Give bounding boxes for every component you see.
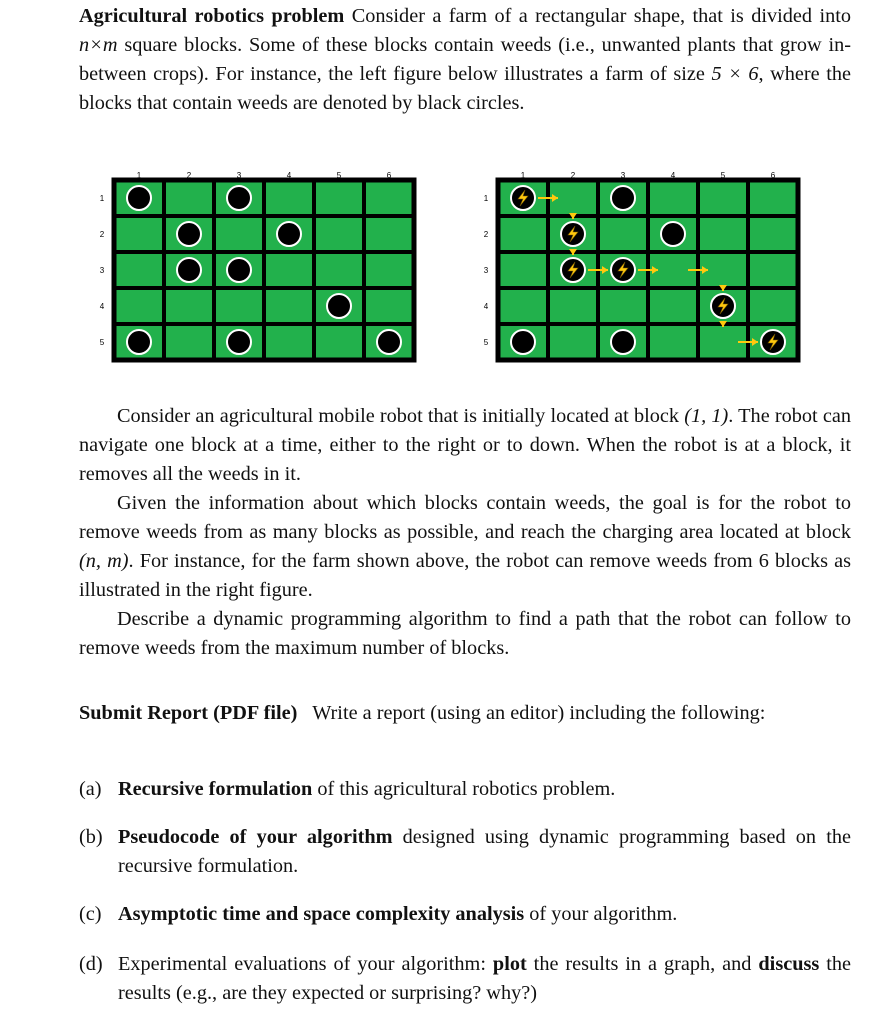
farm-block [264, 180, 314, 216]
column-label: 5 [720, 171, 726, 180]
problem-heading: Agricultural robotics problem [79, 5, 345, 27]
column-label: 2 [186, 171, 192, 180]
column-label: 6 [386, 171, 392, 180]
weed-circle [327, 294, 351, 318]
column-label: 1 [136, 171, 142, 180]
intro-paragraph: Agricultural robotics problem Consider a farm of a rectangular shape, that is divided into n×m square blocks. Some of these blocks contain weeds (i.e., unwanted plants that grow in-between crops). For instance, the left figure below illustrates a farm of size 5 × 6, where the blocks that contain weeds are denoted by black circles. [79, 5, 851, 114]
row-label: 4 [483, 302, 489, 311]
list-item-a: (a) Recursive formulation of this agricultural robotics problem. [79, 778, 616, 800]
row-label: 2 [483, 230, 489, 239]
farm-block [748, 180, 798, 216]
farm-block [548, 324, 598, 360]
row-label: 1 [99, 194, 105, 203]
row-label: 2 [99, 230, 105, 239]
column-label: 4 [670, 171, 676, 180]
row-label: 1 [483, 194, 489, 203]
farm-block [114, 288, 164, 324]
weed-circle [177, 222, 201, 246]
weed-circle [277, 222, 301, 246]
farm-block [314, 324, 364, 360]
farm-block [114, 252, 164, 288]
farm-block [748, 252, 798, 288]
weed-circle [227, 258, 251, 282]
task-paragraph: Describe a dynamic programming algorithm to find a path that the robot can follow to remove weeds from the maximum number of blocks. [79, 608, 851, 659]
column-label: 1 [520, 171, 526, 180]
farm-block [364, 252, 414, 288]
weed-circle [177, 258, 201, 282]
farm-block [164, 180, 214, 216]
weed-circle [661, 222, 685, 246]
list-item-b: (b) Pseudocode of your algorithm designed using dynamic programming based on the recursive formulation. [79, 826, 851, 877]
column-label: 2 [570, 171, 576, 180]
weed-circle [611, 330, 635, 354]
farm-block [314, 180, 364, 216]
weed-circle [127, 186, 151, 210]
farm-block [598, 216, 648, 252]
weed-circle [227, 330, 251, 354]
row-label: 5 [483, 338, 489, 347]
farm-block [364, 216, 414, 252]
farm-figure-right [474, 168, 804, 374]
column-label: 5 [336, 171, 342, 180]
list-item-c: (c) Asymptotic time and space complexity analysis of your algorithm. [79, 903, 678, 925]
submit-paragraph: Submit Report (PDF file) Write a report (using an editor) including the following: [79, 702, 766, 724]
weed-circle [227, 186, 251, 210]
farm-block [164, 288, 214, 324]
row-label: 5 [99, 338, 105, 347]
column-label: 3 [236, 171, 242, 180]
farm-block [314, 216, 364, 252]
weed-circle [611, 186, 635, 210]
farm-block [264, 252, 314, 288]
robot-description-paragraph: Consider an agricultural mobile robot that is initially located at block (1, 1). The robot can navigate one block at a time, either to the right or to down. When the robot is at a block, it removes all the weeds in it. [79, 405, 852, 485]
farm-block [364, 288, 414, 324]
farm-block [598, 288, 648, 324]
submit-heading: Submit Report (PDF file) [79, 702, 298, 724]
farm-block [548, 288, 598, 324]
farm-figure-left [90, 168, 420, 374]
list-item-d: (d) Experimental evaluations of your algorithm: plot the results in a graph, and discuss the results (e.g., are they expected or surprising? why?) [79, 953, 852, 1004]
farm-block [498, 216, 548, 252]
farm-block [264, 324, 314, 360]
farm-block [264, 288, 314, 324]
weed-circle [511, 330, 535, 354]
column-label: 6 [770, 171, 776, 180]
farm-block [314, 252, 364, 288]
farm-block [498, 288, 548, 324]
row-label: 3 [99, 266, 105, 275]
farm-block [748, 288, 798, 324]
column-label: 3 [620, 171, 626, 180]
farm-block [698, 180, 748, 216]
column-label: 4 [286, 171, 292, 180]
farm-block [214, 288, 264, 324]
row-label: 3 [483, 266, 489, 275]
farm-block [214, 216, 264, 252]
farm-block [698, 216, 748, 252]
farm-block [648, 180, 698, 216]
farm-block [648, 288, 698, 324]
row-label: 4 [99, 302, 105, 311]
goal-paragraph: Given the information about which blocks contain weeds, the goal is for the robot to remove weeds from as many blocks as possible, and reach the charging area located at block (n, m). For instance, for the farm shown above, the robot can remove weeds from 6 blocks as illustrated in the right figure. [79, 492, 852, 601]
farm-block [364, 180, 414, 216]
farm-block [114, 216, 164, 252]
farm-block [648, 324, 698, 360]
farm-block [164, 324, 214, 360]
weed-circle [127, 330, 151, 354]
farm-block [748, 216, 798, 252]
weed-circle [377, 330, 401, 354]
farm-block [498, 252, 548, 288]
